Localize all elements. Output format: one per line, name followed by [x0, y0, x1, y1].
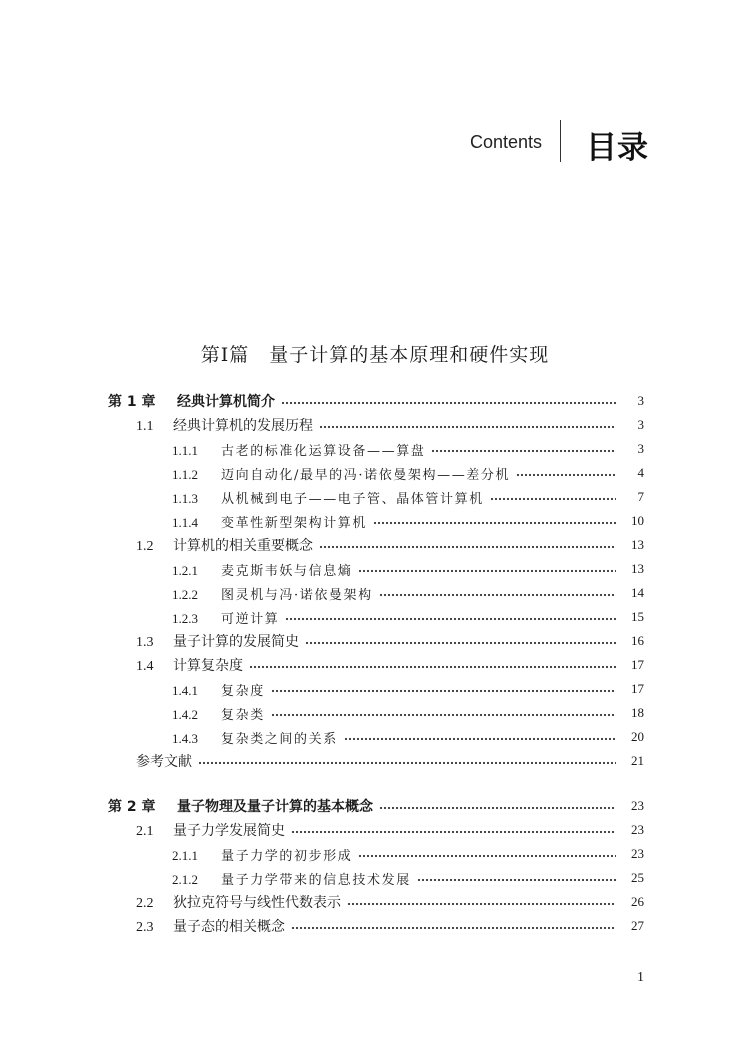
dot-leader: [281, 401, 616, 405]
toc-entry[interactable]: [0, 725, 750, 749]
header-divider: [560, 120, 561, 162]
toc-entry-label: [136, 415, 313, 435]
dot-leader: [319, 425, 616, 429]
dot-leader: [249, 665, 616, 669]
toc-entry-title: 参考文献: [136, 754, 192, 770]
toc-entry-number: 1.1.1: [172, 442, 198, 458]
toc-entry-number: 1.4.3: [172, 730, 198, 746]
toc-entry-number: 2.2: [136, 896, 154, 911]
dot-leader: [198, 761, 616, 765]
toc-entry-number: 1.2.2: [172, 586, 198, 602]
toc-entry-number: 1.2.3: [172, 610, 198, 626]
toc-entry-label: [172, 869, 411, 888]
toc-entry[interactable]: [0, 557, 750, 581]
toc-entry[interactable]: [0, 701, 750, 725]
dot-leader: [490, 497, 616, 501]
dot-leader: [291, 926, 616, 930]
toc-entry[interactable]: [0, 653, 750, 677]
page-number: 1: [637, 970, 644, 985]
toc-entry-label: [172, 728, 338, 747]
toc-entry-page: 10: [631, 513, 644, 528]
toc-entry-title: 麦克斯韦妖与信息熵: [221, 563, 353, 579]
toc-entry[interactable]: [0, 533, 750, 557]
toc-entry-title: 量子力学的初步形成: [221, 848, 353, 864]
toc-entry-number: 1.3: [136, 635, 154, 650]
toc-entry-page: 16: [631, 633, 644, 648]
toc-entry-number: 1.4.2: [172, 706, 198, 722]
toc-entry-page: 14: [631, 585, 644, 600]
toc-entry-title: 古老的标准化运算设备——算盘: [221, 443, 426, 459]
toc-entry-page: 20: [631, 729, 644, 744]
toc-entry[interactable]: [0, 890, 750, 914]
toc-entry-number: 1.1.3: [172, 490, 198, 506]
toc-entry-title: 量子物理及量子计算的基本概念: [177, 799, 373, 815]
toc-entry[interactable]: [0, 914, 750, 938]
toc-entry-title: 复杂度: [221, 683, 265, 699]
dot-leader: [271, 713, 616, 717]
toc-entry-page: 17: [631, 681, 644, 696]
toc-entry-page: 7: [637, 489, 644, 504]
toc-entry-label: [108, 391, 275, 411]
toc-entry-page: 23: [631, 846, 644, 861]
toc-entry-number: 2.1.2: [172, 871, 198, 887]
toc-entry-number: 1.1: [136, 419, 154, 434]
toc-entry-page: 13: [631, 561, 644, 576]
toc-entry-page: 17: [631, 657, 644, 672]
toc-entry-page: 27: [631, 918, 644, 933]
toc-entry-label: [136, 751, 192, 771]
toc-entry-number: 1.2.1: [172, 562, 198, 578]
dot-leader: [285, 617, 616, 621]
toc-entry-label: [108, 796, 373, 816]
toc-entry-label: [136, 892, 341, 912]
toc-entry-page: 4: [637, 465, 644, 480]
dot-leader: [358, 854, 616, 858]
toc-entry-label: [172, 584, 373, 603]
toc-entry-title: 复杂类之间的关系: [221, 731, 338, 747]
toc-entry-number: 1.4: [136, 659, 154, 674]
toc-entry-title: 从机械到电子——电子管、晶体管计算机: [221, 491, 484, 507]
toc-entry-label: [172, 704, 265, 723]
toc-entry-title: 变革性新型架构计算机: [221, 515, 368, 531]
toc-entry-number: 1.2: [136, 539, 154, 554]
dot-leader: [319, 545, 616, 549]
contents-label: Contents: [470, 132, 543, 152]
dot-leader: [373, 521, 616, 525]
toc-entry[interactable]: [0, 629, 750, 653]
dot-leader: [358, 569, 616, 573]
dot-leader: [305, 641, 616, 645]
toc-entry-label: [136, 655, 243, 675]
dot-leader: [516, 473, 616, 477]
toc-entry[interactable]: [0, 461, 750, 485]
toc-entry[interactable]: [0, 842, 750, 866]
dot-leader: [417, 878, 616, 882]
dot-leader: [431, 449, 616, 453]
dot-leader: [344, 737, 616, 741]
toc-entry-page: 15: [631, 609, 644, 624]
part-title: 第Ⅰ篇 量子计算的基本原理和硬件实现: [200, 344, 550, 366]
toc-entry-number: 第 2 章: [108, 799, 156, 815]
dot-leader: [379, 806, 616, 810]
toc-entry-page: 25: [631, 870, 644, 885]
toc-entry-title: 图灵机与冯·诺依曼架构: [221, 587, 373, 603]
page-title: 目录: [586, 130, 648, 166]
toc-entry-label: [172, 680, 265, 699]
toc-entry-title: 量子力学发展简史: [173, 823, 285, 839]
toc-entry[interactable]: [0, 866, 750, 890]
toc-entry-page: 23: [631, 822, 644, 837]
toc-entry[interactable]: [0, 677, 750, 701]
toc-entry-title: 迈向自动化/最早的冯·诺依曼架构——差分机: [221, 467, 511, 483]
toc-entry-title: 量子计算的发展简史: [173, 634, 299, 650]
toc-entry-number: 1.1.4: [172, 514, 198, 530]
toc-entry-title: 复杂类: [221, 707, 265, 723]
toc-entry[interactable]: [0, 437, 750, 461]
toc-entry[interactable]: [0, 389, 750, 413]
toc-entry-number: 2.1.1: [172, 847, 198, 863]
dot-leader: [291, 830, 616, 834]
toc-entry-page: 18: [631, 705, 644, 720]
toc-entry[interactable]: [0, 413, 750, 437]
toc-entry-label: [136, 631, 299, 651]
toc-entry-page: 3: [637, 417, 644, 432]
page-header: [0, 118, 750, 168]
toc-entry[interactable]: [0, 605, 750, 629]
toc-entry-label: [136, 916, 285, 936]
toc-entry-page: 23: [631, 798, 644, 813]
toc-entry-title: 经典计算机简介: [177, 394, 275, 410]
toc-entry-label: [172, 608, 279, 627]
toc-entry-page: 21: [631, 753, 644, 768]
toc-entry-page: 26: [631, 894, 644, 909]
toc-entry-label: [136, 535, 313, 555]
toc-entry[interactable]: [0, 581, 750, 605]
toc-entry-page: 3: [637, 393, 644, 408]
toc-entry-title: 狄拉克符号与线性代数表示: [173, 895, 341, 911]
toc-entry[interactable]: [0, 818, 750, 842]
toc-entry-title: 量子力学带来的信息技术发展: [221, 872, 411, 888]
toc-entry-label: [172, 440, 425, 459]
toc-entry-number: 2.1: [136, 824, 154, 839]
toc-entry-label: [172, 464, 510, 483]
dot-leader: [379, 593, 616, 597]
toc-entry-title: 计算复杂度: [173, 658, 243, 674]
toc-entry[interactable]: [0, 485, 750, 509]
toc-entry[interactable]: [0, 509, 750, 533]
toc-entry-page: 13: [631, 537, 644, 552]
toc-entry-number: 第 1 章: [108, 394, 156, 410]
toc-entry-label: [136, 820, 285, 840]
toc-entry-title: 量子态的相关概念: [173, 919, 285, 935]
toc-entry-label: [172, 845, 352, 864]
toc-entry-title: 可逆计算: [221, 611, 280, 627]
toc-entry-label: [172, 488, 484, 507]
toc-entry-page: 3: [637, 441, 644, 456]
toc-entry[interactable]: [0, 794, 750, 818]
dot-leader: [271, 689, 616, 693]
dot-leader: [347, 902, 616, 906]
toc-entry-number: 1.1.2: [172, 466, 198, 482]
toc-entry-title: 计算机的相关重要概念: [173, 538, 313, 554]
toc-entry-label: [172, 512, 367, 531]
toc-entry-number: 1.4.1: [172, 682, 198, 698]
toc-entry-number: 2.3: [136, 920, 154, 935]
toc-entry-title: 经典计算机的发展历程: [173, 418, 313, 434]
toc-entry[interactable]: [0, 749, 750, 773]
toc-entry-label: [172, 560, 352, 579]
